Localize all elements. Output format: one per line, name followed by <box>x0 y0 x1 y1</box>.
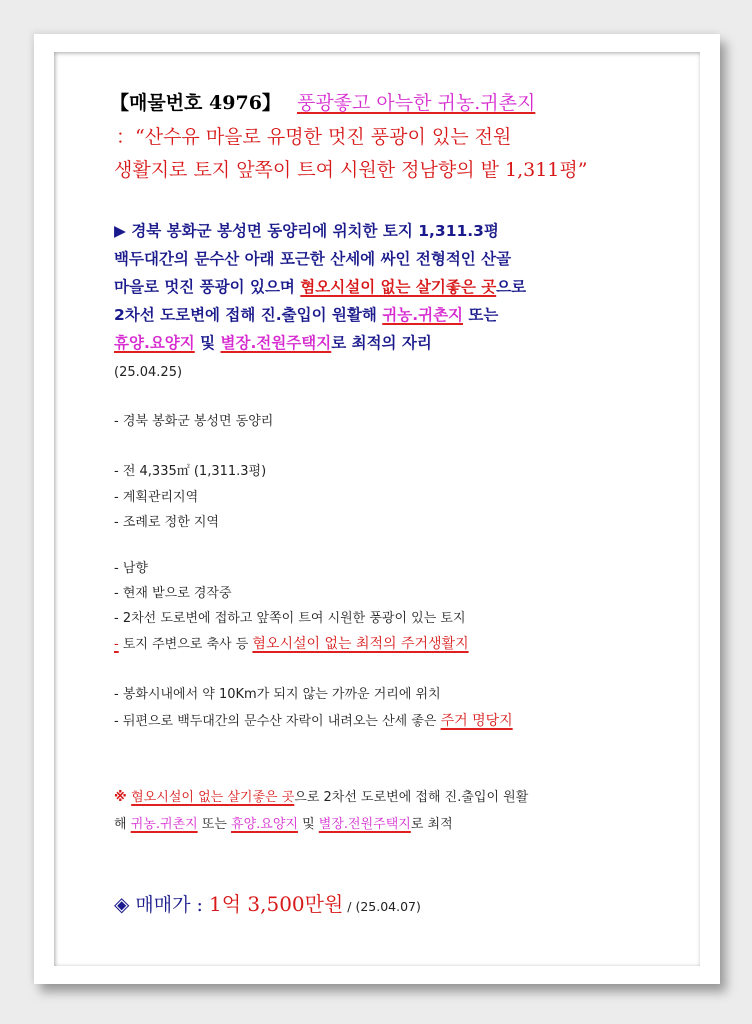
intro-line-5 <box>114 336 432 352</box>
return-farm-highlight: 귀농.귀촌지 <box>382 306 464 324</box>
intro-line-5-and: 및 <box>194 334 221 352</box>
intro-line-3-text: 마을로 멋진 풍광이 있으며 <box>114 278 301 296</box>
listing-number: 【매물번호 4976】 <box>110 92 281 114</box>
best-residence-highlight: 혐오시설이 없는 최적의 주거생활지 <box>252 636 469 652</box>
quote-line-2: 생활지로 토지 앞쪽이 트여 시원한 정남향의 밭 1,311평” <box>114 159 588 181</box>
note-text-2: 해 <box>114 817 131 832</box>
detail-road: - 2차선 도로변에 접하고 앞쪽이 트여 시원한 풍광이 있는 토지 <box>114 611 466 626</box>
note-line-1 <box>114 791 528 804</box>
intro-line-3 <box>114 280 526 296</box>
detail-location: - 경북 봉화군 봉성면 동양리 <box>114 414 274 429</box>
no-nuisance-highlight: 혐오시설이 없는 살기좋은 곳 <box>300 278 497 296</box>
quote-line-1: ：“산수유 마을로 유명한 멋진 풍광이 있는 전원 <box>116 126 512 148</box>
intro-line-2: 백두대간의 문수산 아래 포근한 산세에 싸인 전형적인 산골 <box>114 250 512 268</box>
note-villa: 별장.전원주택지 <box>318 817 411 832</box>
diamond-icon: ◈ <box>114 892 130 916</box>
price-label: 매매가 : <box>129 894 209 916</box>
intro-line-4-text: 2차선 도로변에 접해 진.출입이 원활해 <box>114 306 383 324</box>
detail-area: - 전 4,335㎡ (1,311.3평) <box>114 464 267 479</box>
detail-zone: - 계획관리지역 <box>114 490 199 505</box>
note-no-nuisance: 혐오시설이 없는 살기좋은 곳 <box>131 790 295 805</box>
intro-line-3-end: 으로 <box>496 278 527 296</box>
header-line-1 <box>110 94 535 113</box>
villa-highlight: 별장.전원주택지 <box>220 334 332 352</box>
intro-date: (25.04.25) <box>114 365 183 380</box>
surround-dash: - <box>114 637 119 652</box>
detail-ordinance: - 조례로 정한 지역 <box>114 515 219 530</box>
residence-spot-highlight: 주거 명당지 <box>440 713 513 729</box>
intro-line-4-end: 또는 <box>463 306 499 324</box>
note-resort: 휴양.요양지 <box>231 817 298 832</box>
intro-line-5-end: 로 최적의 자리 <box>331 334 432 352</box>
detail-direction: - 남향 <box>114 561 148 576</box>
price-date: / (25.04.07) <box>343 899 421 914</box>
note-and: 및 <box>297 817 319 832</box>
note-text-1: 으로 2차선 도로변에 접해 진.출입이 원활 <box>294 790 529 805</box>
note-end: 로 최적 <box>410 817 453 832</box>
detail-distance: - 봉화시내에서 약 10Km가 되지 않는 가까운 거리에 위치 <box>114 687 441 702</box>
intro-line-1: ▶ 경북 봉화군 봉성면 동양리에 위치한 토지 1,311.3평 <box>114 222 499 240</box>
headline: 풍광좋고 아늑한 귀농.귀촌지 <box>296 92 536 114</box>
note-line-2 <box>114 818 453 831</box>
price-value: 1억 3,500만원 <box>208 892 344 916</box>
note-or: 또는 <box>197 817 232 832</box>
price-line <box>114 894 421 915</box>
surround-text: 토지 주변으로 축사 등 <box>118 637 253 652</box>
note-return-farm: 귀농.귀촌지 <box>130 817 198 832</box>
detail-surroundings <box>114 637 469 651</box>
detail-backdrop <box>114 714 513 728</box>
intro-line-4 <box>114 308 498 324</box>
backdrop-text: - 뒤편으로 백두대간의 문수산 자락이 내려오는 산세 좋은 <box>114 714 441 729</box>
resort-highlight: 휴양.요양지 <box>114 334 195 352</box>
detail-current-use: - 현재 밭으로 경작중 <box>114 586 232 601</box>
note-mark: ※ <box>114 790 132 805</box>
